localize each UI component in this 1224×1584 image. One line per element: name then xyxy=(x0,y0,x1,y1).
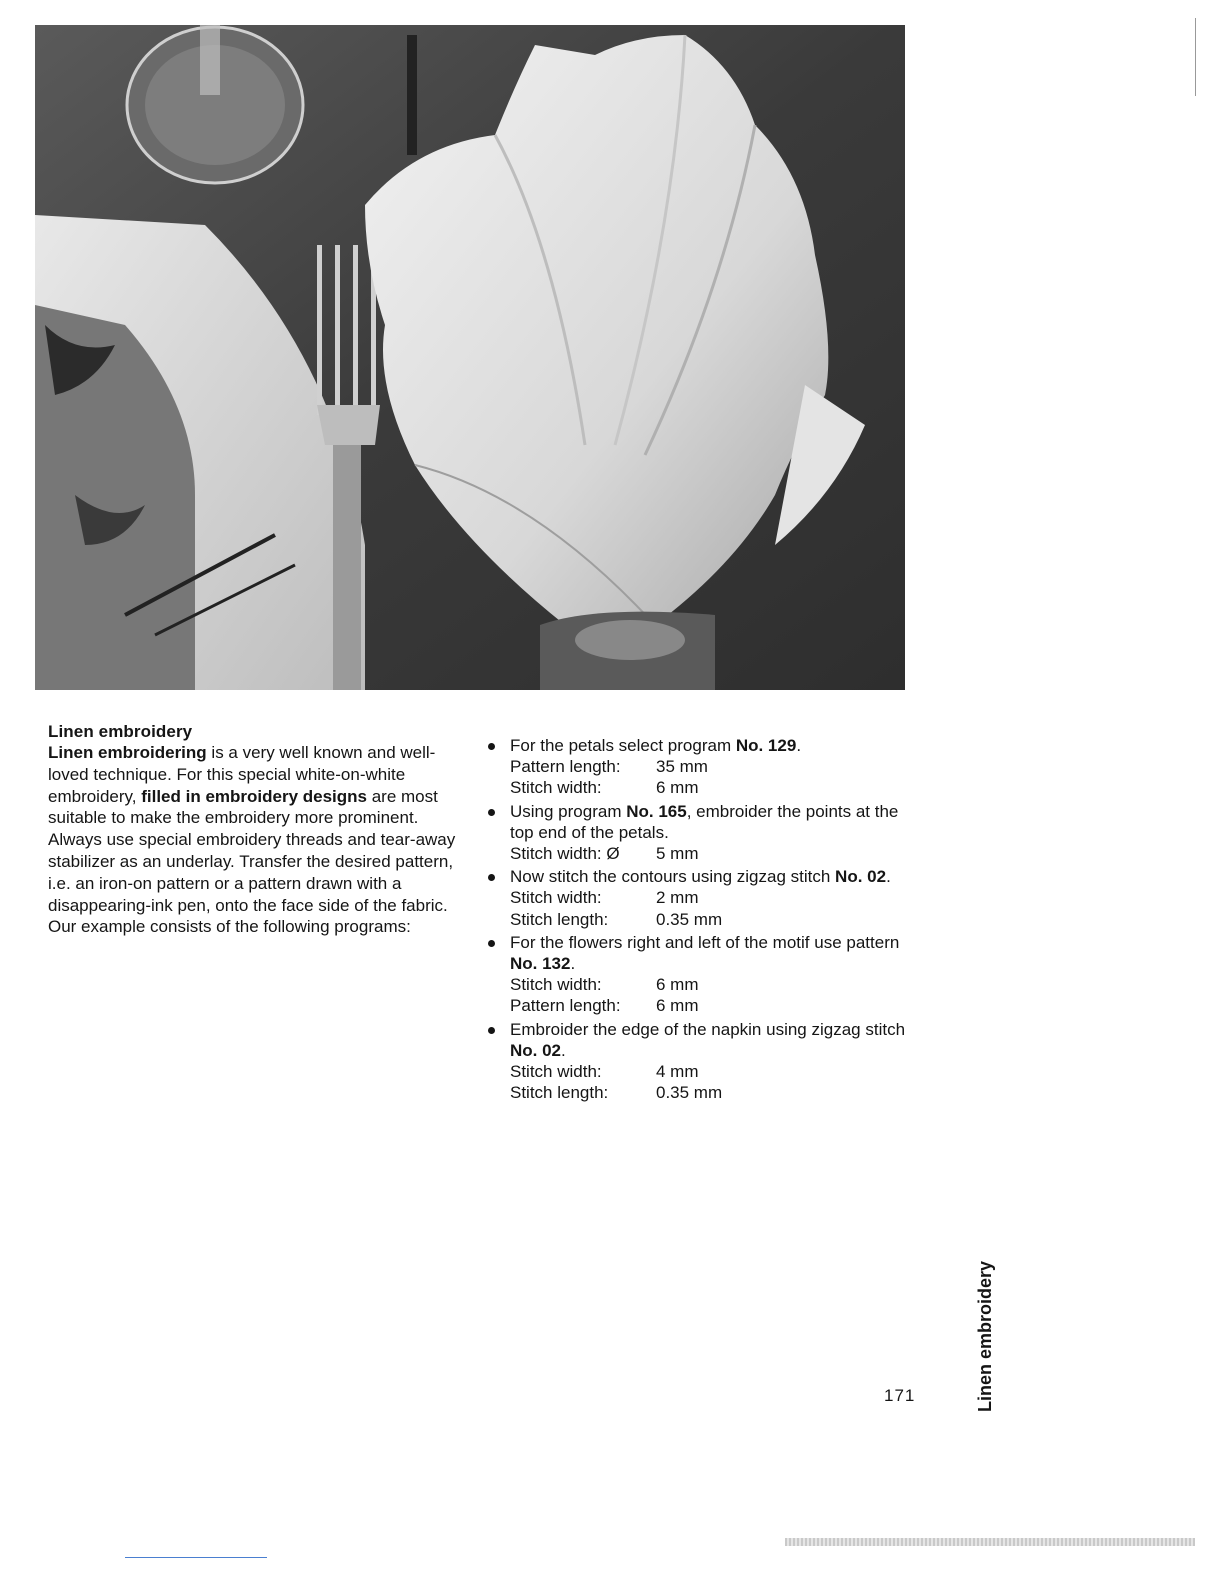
bottom-divider xyxy=(125,1557,267,1558)
bottom-edge-band xyxy=(785,1538,1195,1546)
side-tab-label: Linen embroidery xyxy=(975,1260,995,1412)
spec-row xyxy=(510,1061,918,1082)
program-steps-list xyxy=(488,735,918,1105)
scan-edge-line xyxy=(1195,18,1196,96)
list-item xyxy=(488,932,918,1017)
spec-row xyxy=(510,777,918,798)
bullet-icon xyxy=(488,940,495,947)
list-item xyxy=(488,866,918,930)
list-item xyxy=(488,735,918,799)
step-text: For the flowers right and left of the motif use pattern No. 132. xyxy=(510,932,900,974)
spec-row xyxy=(510,1082,918,1103)
spec-label: Stitch length: xyxy=(510,909,609,929)
spec-label: Stitch width: xyxy=(510,778,602,798)
spec-row xyxy=(510,756,918,777)
bullet-icon xyxy=(488,874,495,881)
spec-value: 0.35 mm xyxy=(656,1083,723,1103)
napkin-ring-icon xyxy=(540,612,715,690)
bullet-icon xyxy=(488,743,495,750)
list-item xyxy=(488,801,918,865)
step-text: Now stitch the contours using zigzag stitch No. 02. xyxy=(510,867,891,887)
intro-paragraph xyxy=(48,742,473,938)
spec-value: 4 mm xyxy=(656,1062,699,1082)
spec-label: Stitch length: xyxy=(510,1083,609,1103)
spec-value: 35 mm xyxy=(656,757,708,777)
list-item xyxy=(488,1019,918,1104)
spec-label: Stitch width: Ø xyxy=(510,844,620,864)
spec-value: 0.35 mm xyxy=(656,909,723,929)
spec-value: 6 mm xyxy=(656,996,699,1016)
spec-row xyxy=(510,843,918,864)
step-text: Using program No. 165, embroider the points at the top end of the petals. xyxy=(510,801,899,842)
spec-value: 6 mm xyxy=(656,778,699,798)
intro-text: are most suitable to make the embroidery more prominent. Always use special embroidery threads and tear-away stabilizer as an underlay. Transfer the desired pattern, i.e. an iron-on pattern or a pattern drawn with a disappearing-ink pen, onto the face side of the fabric. Our example consists of the following programs: xyxy=(48,786,456,937)
bullet-icon xyxy=(488,1027,495,1034)
intro-emphasis: filled in embroidery designs xyxy=(141,786,367,806)
spec-value: 5 mm xyxy=(656,844,699,864)
spec-label: Pattern length: xyxy=(510,757,621,777)
table-setting-photo xyxy=(35,25,905,690)
intro-text: is a very well known and well-loved technique. For this special white-on-white embroidery, xyxy=(48,743,436,806)
bullet-icon xyxy=(488,809,495,816)
step-text: Embroider the edge of the napkin using zigzag stitch No. 02. xyxy=(510,1019,906,1060)
spec-row xyxy=(510,995,918,1016)
spec-row xyxy=(510,887,918,908)
wine-glass-icon xyxy=(127,25,303,183)
spec-row xyxy=(510,909,918,930)
spec-value: 6 mm xyxy=(656,975,699,995)
intro-term: Linen embroidering xyxy=(48,743,207,762)
spec-value: 2 mm xyxy=(656,888,699,908)
spec-label: Stitch width: xyxy=(510,975,602,995)
spec-row xyxy=(510,974,918,995)
spec-label: Stitch width: xyxy=(510,888,602,908)
section-heading: Linen embroidery xyxy=(48,722,193,741)
spec-label: Stitch width: xyxy=(510,1062,602,1082)
page-number: 171 xyxy=(884,1386,916,1405)
spec-label: Pattern length: xyxy=(510,996,621,1016)
step-text: For the petals select program No. 129. xyxy=(510,736,802,755)
